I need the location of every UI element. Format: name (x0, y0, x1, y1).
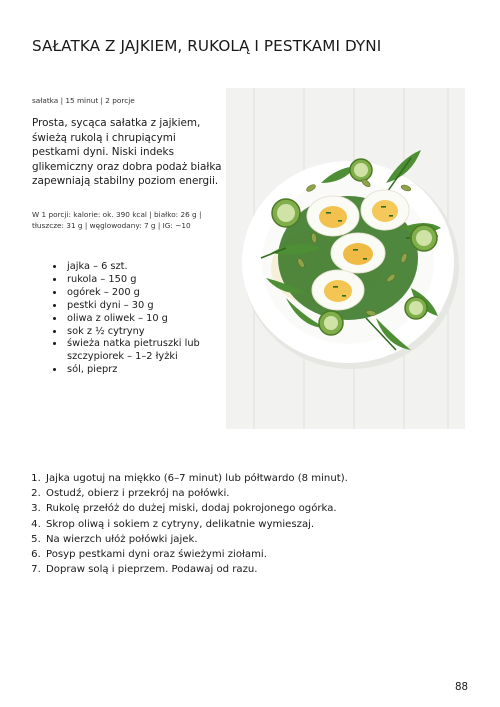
ingredient-item: • świeża natka pietruszki lub szczypiorek – 1–2 łyżki (65, 338, 245, 364)
salad-illustration (226, 88, 465, 429)
step-item: 1. Jajka ugotuj na miękko (6–7 minut) lub półtwardo (8 minut). (44, 471, 484, 486)
recipe-intro: Prosta, sycąca sałatka z jajkiem, świeżą rukolą i chrupiącymi pestkami dyni. Niski indeks glikemiczny oraz dobra podaż białka zapewniają stabilny poziom energii. (32, 117, 222, 188)
ingredients-list (40, 261, 245, 377)
ingredient-item: • sól, pieprz (65, 364, 245, 377)
page-number: 88 (455, 681, 469, 693)
ingredient-item: • sok z ½ cytryny (65, 326, 245, 339)
salad-plate-photo (226, 88, 465, 429)
ingredient-item: • rukola – 150 g (65, 274, 245, 287)
ingredient-item: • pestki dyni – 30 g (65, 300, 245, 313)
step-item: 6. Posyp pestkami dyni oraz świeżymi ziołami. (44, 547, 484, 562)
ingredient-item: • jajka – 6 szt. (65, 261, 245, 274)
step-item: 3. Rukolę przełóż do dużej miski, dodaj pokrojonego ogórka. (44, 501, 484, 516)
step-item: 4. Skrop oliwą i sokiem z cytryny, delikatnie wymieszaj. (44, 517, 484, 532)
recipe-title: SAŁATKA Z JAJKIEM, RUKOLĄ I PESTKAMI DYNI (32, 37, 382, 55)
step-item: 7. Dopraw solą i pieprzem. Podawaj od razu. (44, 562, 484, 577)
nutrition-info: W 1 porcji: kalorie: ok. 390 kcal | białko: 26 g | tłuszcze: 31 g | węglowodany: 7 g | IG: ~10 (32, 210, 202, 230)
steps-list (30, 471, 484, 577)
step-item: 2. Ostudź, obierz i przekrój na połówki. (44, 486, 484, 501)
ingredient-item: • oliwa z oliwek – 10 g (65, 313, 245, 326)
recipe-meta: sałatka | 15 minut | 2 porcje (32, 96, 135, 105)
ingredient-item: • ogórek – 200 g (65, 287, 245, 300)
step-item: 5. Na wierzch ułóż połówki jajek. (44, 532, 484, 547)
